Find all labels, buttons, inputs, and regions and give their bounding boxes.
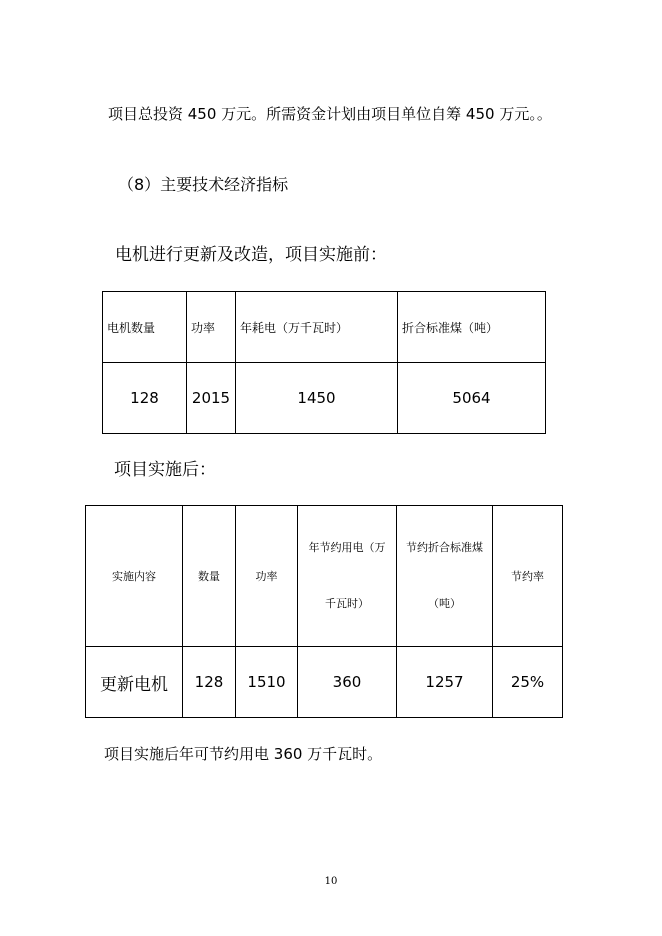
after-table [85,505,563,718]
cell-rate: 25% [493,647,563,718]
table-row [86,647,563,718]
after-intro-paragraph: 项目实施后： [114,460,216,480]
investment-paragraph: 项目总投资 450 万元。所需资金计划由项目单位自筹 450 万元。。 [108,105,552,123]
cell-annual-consumption: 1450 [236,363,398,434]
before-intro-paragraph: 电机进行更新及改造，项目实施前： [115,245,387,265]
page-number: 10 [324,876,338,887]
section-heading: （8）主要技术经济指标 [118,175,289,194]
cell-saved-coal: 1257 [397,647,493,718]
cell-content: 更新电机 [86,647,183,718]
summary-paragraph: 项目实施后年可节约用电 360 万千瓦时。 [104,745,383,763]
header-saved-coal-line1: 节约折合标准煤 [406,541,483,554]
cell-motor-count: 128 [103,363,187,434]
header-standard-coal: 折合标准煤（吨） [398,292,546,363]
header-motor-count: 电机数量 [103,292,187,363]
cell-quantity: 128 [183,647,236,718]
header-saved-coal-line2: （吨） [428,597,461,610]
header-saved-power [298,506,397,647]
header-saved-coal [397,506,493,647]
cell-power: 1510 [236,647,298,718]
header-saved-power-line2: 千瓦时） [325,597,369,610]
header-quantity: 数量 [183,506,236,647]
header-rate: 节约率 [493,506,563,647]
header-saved-power-line1: 年节约用电（万 [308,541,386,554]
header-power: 功率 [187,292,236,363]
cell-standard-coal: 5064 [398,363,546,434]
cell-saved-power: 360 [298,647,397,718]
table-row [103,363,546,434]
after-table-header-row [86,506,563,647]
header-power: 功率 [236,506,298,647]
header-annual-consumption: 年耗电（万千瓦时） [236,292,398,363]
before-table [102,291,546,434]
header-content: 实施内容 [86,506,183,647]
cell-power: 2015 [187,363,236,434]
before-table-header-row [103,292,546,363]
